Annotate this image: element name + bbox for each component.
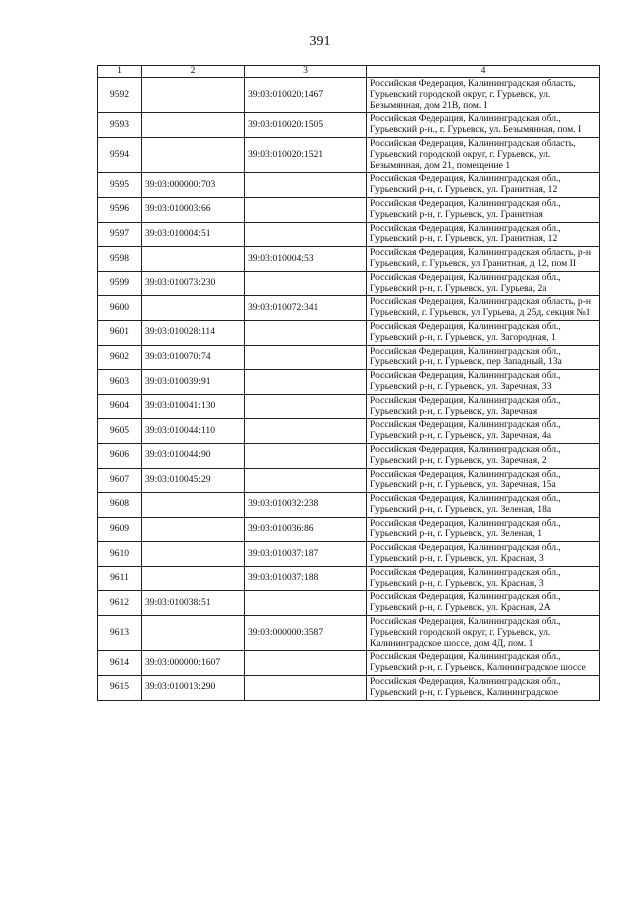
cadastral-number-cell <box>142 566 245 591</box>
address-cell: Российская Федерация, Калининградская обл., Гурьевский р-н, г. Гурьевск, ул. Загородная, 1 <box>367 320 600 345</box>
row-number-cell: 9613 <box>98 616 142 651</box>
cadastral-number-cell: 39:03:010073:230 <box>142 271 245 296</box>
table-row <box>98 78 600 113</box>
address-cell: Российская Федерация, Калининградская область, р-н Гурьевский, г. Гурьевск, ул Гранитная, д 12, пом II <box>367 247 600 272</box>
table-body <box>98 78 600 701</box>
cadastral-number-alt-cell <box>245 320 367 345</box>
address-cell: Российская Федерация, Калининградская обл., Гурьевский городской округ, г. Гурьевск, ул. Калининградское шоссе, дом 4Д, пом. 1 <box>367 616 600 651</box>
row-number-cell: 9595 <box>98 173 142 198</box>
address-cell: Российская Федерация, Калининградская обл., Гурьевский р-н, г. Гурьевск, ул. Красная, 3 <box>367 566 600 591</box>
table-row <box>98 468 600 493</box>
cadastral-number-alt-cell <box>245 443 367 468</box>
table-row <box>98 493 600 518</box>
cadastral-number-alt-cell: 39:03:010072:341 <box>245 296 367 321</box>
table-row <box>98 345 600 370</box>
address-cell: Российская Федерация, Калининградская область, Гурьевский городской округ, г. Гурьевск, ул. Безымянная, дом 21, помещение 1 <box>367 137 600 172</box>
row-number-cell: 9609 <box>98 517 142 542</box>
table-row <box>98 137 600 172</box>
table-row <box>98 443 600 468</box>
table-row <box>98 616 600 651</box>
cadastral-number-alt-cell <box>245 222 367 247</box>
row-number-cell: 9608 <box>98 493 142 518</box>
address-cell: Российская Федерация, Калининградская обл., Гурьевский р-н, г. Гурьевск, ул. Гранитная <box>367 197 600 222</box>
table-row <box>98 197 600 222</box>
address-cell: Российская Федерация, Калининградская обл., Гурьевский р-н, г. Гурьевск, ул. Зеленая, 1 <box>367 517 600 542</box>
cadastral-number-alt-cell <box>245 370 367 395</box>
cadastral-number-alt-cell: 39:03:010020:1505 <box>245 113 367 138</box>
cadastral-number-cell: 39:03:010003:66 <box>142 197 245 222</box>
row-number-cell: 9615 <box>98 676 142 701</box>
cadastral-number-cell <box>142 113 245 138</box>
table-row <box>98 113 600 138</box>
table-row <box>98 271 600 296</box>
table-row <box>98 370 600 395</box>
address-cell: Российская Федерация, Калининградская обл., Гурьевский р-н, г. Гурьевск, ул. Заречная, 33 <box>367 370 600 395</box>
row-number-cell: 9603 <box>98 370 142 395</box>
cadastral-number-cell <box>142 542 245 567</box>
cadastral-number-alt-cell: 39:03:010036:86 <box>245 517 367 542</box>
registry-table <box>97 65 600 701</box>
address-cell: Российская Федерация, Калининградская обл., Гурьевский р-н, г. Гурьевск, ул. Гурьева, 2а <box>367 271 600 296</box>
address-cell: Российская Федерация, Калининградская обл., Гурьевский р-н, г. Гурьевск, Калининградское <box>367 676 600 701</box>
header-col-1: 1 <box>98 66 142 78</box>
address-cell: Российская Федерация, Калининградская обл., Гурьевский р-н, г. Гурьевск, ул. Гранитная, 12 <box>367 222 600 247</box>
row-number-cell: 9610 <box>98 542 142 567</box>
row-number-cell: 9598 <box>98 247 142 272</box>
address-cell: Российская Федерация, Калининградская область, Гурьевский городской округ, г. Гурьевск, ул. Безымянная, дом 21В, пом. I <box>367 78 600 113</box>
cadastral-number-cell: 39:03:010013:290 <box>142 676 245 701</box>
cadastral-number-alt-cell <box>245 197 367 222</box>
cadastral-number-cell: 39:03:010038:51 <box>142 591 245 616</box>
cadastral-number-alt-cell <box>245 419 367 444</box>
address-cell: Российская Федерация, Калининградская обл., Гурьевский р-н, г. Гурьевск, пер Западный, 13а <box>367 345 600 370</box>
address-cell: Российская Федерация, Калининградская обл., Гурьевский р-н., г. Гурьевск, ул. Безымянная, пом. I <box>367 113 600 138</box>
cadastral-number-alt-cell <box>245 676 367 701</box>
table-row <box>98 651 600 676</box>
cadastral-number-alt-cell: 39:03:010037:187 <box>245 542 367 567</box>
table-row <box>98 591 600 616</box>
cadastral-number-alt-cell <box>245 345 367 370</box>
cadastral-number-cell <box>142 296 245 321</box>
cadastral-number-cell: 39:03:010044:90 <box>142 443 245 468</box>
address-cell: Российская Федерация, Калининградская обл., Гурьевский р-н, г. Гурьевск, ул. Заречная, 4а <box>367 419 600 444</box>
cadastral-number-cell: 39:03:010039:91 <box>142 370 245 395</box>
cadastral-number-cell <box>142 616 245 651</box>
cadastral-number-alt-cell <box>245 651 367 676</box>
table-row <box>98 247 600 272</box>
row-number-cell: 9605 <box>98 419 142 444</box>
header-col-4: 4 <box>367 66 600 78</box>
table-row <box>98 320 600 345</box>
row-number-cell: 9606 <box>98 443 142 468</box>
cadastral-number-cell: 39:03:010004:51 <box>142 222 245 247</box>
table-row <box>98 542 600 567</box>
cadastral-number-alt-cell: 39:03:010004:53 <box>245 247 367 272</box>
table-row <box>98 676 600 701</box>
address-cell: Российская Федерация, Калининградская обл., Гурьевский р-н, г. Гурьевск, ул. Зеленая, 18а <box>367 493 600 518</box>
table-row <box>98 517 600 542</box>
cadastral-number-cell: 39:03:000000:703 <box>142 173 245 198</box>
cadastral-number-alt-cell <box>245 591 367 616</box>
cadastral-number-cell: 39:03:010028:114 <box>142 320 245 345</box>
table-header <box>98 66 600 78</box>
address-cell: Российская Федерация, Калининградская обл., Гурьевский р-н, г. Гурьевск, Калининградское шоссе <box>367 651 600 676</box>
table-row <box>98 394 600 419</box>
cadastral-number-cell <box>142 78 245 113</box>
address-cell: Российская Федерация, Калининградская обл., Гурьевский р-н, г. Гурьевск, ул. Заречная, 15а <box>367 468 600 493</box>
row-number-cell: 9594 <box>98 137 142 172</box>
row-number-cell: 9592 <box>98 78 142 113</box>
header-row <box>98 66 600 78</box>
row-number-cell: 9604 <box>98 394 142 419</box>
address-cell: Российская Федерация, Калининградская обл., Гурьевский р-н, г. Гурьевск, ул. Гранитная, 12 <box>367 173 600 198</box>
table-row <box>98 296 600 321</box>
address-cell: Российская Федерация, Калининградская обл., Гурьевский р-н, г. Гурьевск, ул. Красная, 2А <box>367 591 600 616</box>
cadastral-number-alt-cell: 39:03:010032:238 <box>245 493 367 518</box>
row-number-cell: 9593 <box>98 113 142 138</box>
cadastral-number-cell: 39:03:000000:1607 <box>142 651 245 676</box>
cadastral-number-cell: 39:03:010045:29 <box>142 468 245 493</box>
cadastral-number-cell: 39:03:010070:74 <box>142 345 245 370</box>
row-number-cell: 9596 <box>98 197 142 222</box>
row-number-cell: 9601 <box>98 320 142 345</box>
cadastral-number-alt-cell <box>245 468 367 493</box>
address-cell: Российская Федерация, Калининградская область, р-н Гурьевский, г. Гурьевск, ул Гурьева, д 25д, секция №1 <box>367 296 600 321</box>
header-col-2: 2 <box>142 66 245 78</box>
address-cell: Российская Федерация, Калининградская обл., Гурьевский р-н, г. Гурьевск, ул. Красная, 3 <box>367 542 600 567</box>
row-number-cell: 9614 <box>98 651 142 676</box>
row-number-cell: 9602 <box>98 345 142 370</box>
table-row <box>98 222 600 247</box>
header-col-3: 3 <box>245 66 367 78</box>
cadastral-number-cell <box>142 517 245 542</box>
row-number-cell: 9599 <box>98 271 142 296</box>
row-number-cell: 9607 <box>98 468 142 493</box>
table-row <box>98 173 600 198</box>
cadastral-number-alt-cell: 39:03:010020:1467 <box>245 78 367 113</box>
cadastral-number-cell: 39:03:010041:130 <box>142 394 245 419</box>
row-number-cell: 9611 <box>98 566 142 591</box>
cadastral-number-alt-cell: 39:03:010037:188 <box>245 566 367 591</box>
row-number-cell: 9612 <box>98 591 142 616</box>
address-cell: Российская Федерация, Калининградская обл., Гурьевский р-н, г. Гурьевск, ул. Заречная <box>367 394 600 419</box>
cadastral-number-alt-cell <box>245 271 367 296</box>
page-number: 391 <box>309 34 331 49</box>
address-cell: Российская Федерация, Калининградская обл., Гурьевский р-н, г. Гурьевск, ул. Заречная, 2 <box>367 443 600 468</box>
cadastral-number-cell: 39:03:010044:110 <box>142 419 245 444</box>
table-row <box>98 419 600 444</box>
cadastral-number-cell <box>142 247 245 272</box>
cadastral-number-alt-cell: 39:03:000000:3587 <box>245 616 367 651</box>
cadastral-number-cell <box>142 493 245 518</box>
cadastral-number-alt-cell: 39:03:010020:1521 <box>245 137 367 172</box>
table-row <box>98 566 600 591</box>
row-number-cell: 9600 <box>98 296 142 321</box>
cadastral-number-cell <box>142 137 245 172</box>
cadastral-number-alt-cell <box>245 173 367 198</box>
cadastral-number-alt-cell <box>245 394 367 419</box>
row-number-cell: 9597 <box>98 222 142 247</box>
